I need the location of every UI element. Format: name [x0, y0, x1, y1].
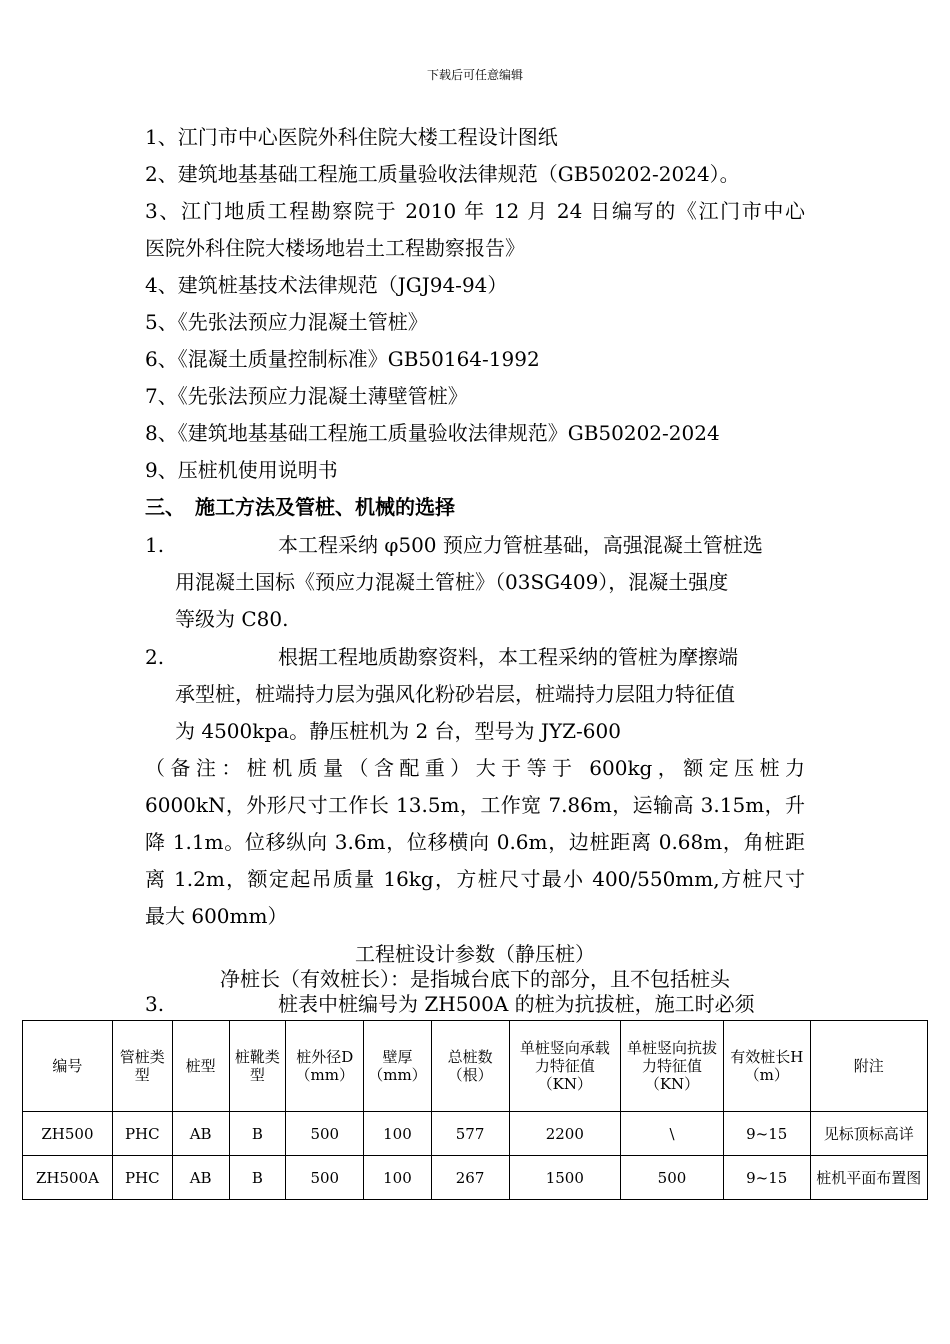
section-heading: 三、 施工方法及管桩、机械的选择 — [145, 495, 455, 519]
reference-item-3-cont: 医院外科住院大楼场地岩土工程勘察报告》 — [145, 236, 525, 260]
table-cell: 500 — [286, 1156, 364, 1200]
table-cell: PHC — [112, 1112, 172, 1156]
header-cell: 总桩数（根） — [431, 1021, 509, 1112]
table-cell: ZH500A — [23, 1156, 113, 1200]
item-3-number: 3. — [145, 992, 165, 1016]
table-cell: 267 — [431, 1156, 509, 1200]
table-cell: 577 — [431, 1112, 509, 1156]
reference-item-3: 3、江门地质工程勘察院于 2010 年 12 月 24 日编写的《江门市中心 — [145, 199, 805, 223]
net-length-note: 净桩长（有效桩长）：是指城台底下的部分，且不包括桩头 — [220, 967, 730, 991]
table-cell: 2200 — [509, 1112, 621, 1156]
item-2-line-1: 根据工程地质勘察资料，本工程采纳的管桩为摩擦端 — [278, 645, 738, 669]
note-line-5: 最大 600mm） — [145, 904, 288, 928]
note-line-4: 离 1.2m，额定起吊质量 16kg，方桩尺寸最小 400/550mm,方桩尺寸 — [145, 867, 805, 891]
header-cell: 桩外径D（mm） — [286, 1021, 364, 1112]
table-header-row — [23, 1021, 928, 1112]
reference-item-8: 8、《建筑地基基础工程施工质量验收法律规范》GB50202-2024 — [145, 421, 720, 445]
reference-item-4: 4、建筑桩基技术法律规范（JGJ94-94） — [145, 273, 508, 297]
table-cell: 100 — [364, 1112, 431, 1156]
table-cell: 9~15 — [723, 1112, 810, 1156]
table-row — [23, 1156, 928, 1200]
reference-item-6: 6、《混凝土质量控制标准》GB50164-1992 — [145, 347, 540, 371]
item-1-line-2: 用混凝土国标《预应力混凝土管桩》（03SG409），混凝土强度 — [175, 570, 729, 594]
table-cell: 1500 — [509, 1156, 621, 1200]
note-line-1: （备注：桩机质量（含配重）大于等于 600kg，额定压桩力 — [145, 756, 805, 780]
page-header: 下载后可任意编辑 — [426, 68, 523, 82]
table-cell: B — [229, 1112, 286, 1156]
item-2-number: 2. — [145, 645, 165, 669]
header-cell: 有效桩长H（m） — [723, 1021, 810, 1112]
header-cell: 桩靴类型 — [229, 1021, 286, 1112]
header-cell: 桩型 — [172, 1021, 229, 1112]
table-cell: 100 — [364, 1156, 431, 1200]
table-row — [23, 1112, 928, 1156]
table-cell: 见标顶标高详 — [810, 1112, 927, 1156]
table-cell: \ — [621, 1112, 724, 1156]
reference-item-7: 7、《先张法预应力混凝土薄壁管桩》 — [145, 384, 468, 408]
table-cell: 桩机平面布置图 — [810, 1156, 927, 1200]
reference-item-9: 9、压桩机使用说明书 — [145, 458, 338, 482]
item-1-number: 1. — [145, 533, 165, 557]
note-line-2: 6000kN，外形尺寸工作长 13.5m，工作宽 7.86m，运输高 3.15m，升 — [145, 793, 805, 817]
item-3-line-1: 桩表中桩编号为 ZH500A 的桩为抗拔桩，施工时必须 — [278, 992, 755, 1016]
item-1-line-3: 等级为 C80. — [175, 607, 289, 631]
header-cell: 壁厚（mm） — [364, 1021, 431, 1112]
table-cell: 500 — [621, 1156, 724, 1200]
header-cell: 编号 — [23, 1021, 113, 1112]
table-cell: 500 — [286, 1112, 364, 1156]
item-2-line-3: 为 4500kpa。静压桩机为 2 台，型号为 JYZ-600 — [175, 719, 621, 743]
item-1-line-1: 本工程采纳 φ500 预应力管桩基础，高强混凝土管桩选 — [278, 533, 763, 557]
note-line-3: 降 1.1m。位移纵向 3.6m，位移横向 0.6m，边桩距离 0.68m，角桩距 — [145, 830, 805, 854]
table-title: 工程桩设计参数（静压桩） — [355, 942, 595, 966]
header-cell: 单桩竖向抗拔力特征值（KN） — [621, 1021, 724, 1112]
table-cell: 9~15 — [723, 1156, 810, 1200]
reference-item-2: 2、建筑地基基础工程施工质量验收法律规范（GB50202-2024）。 — [145, 162, 740, 186]
item-2-line-2: 承型桩，桩端持力层为强风化粉砂岩层，桩端持力层阻力特征值 — [175, 682, 735, 706]
table-cell: PHC — [112, 1156, 172, 1200]
reference-item-1: 1、江门市中心医院外科住院大楼工程设计图纸 — [145, 125, 558, 149]
table-cell: ZH500 — [23, 1112, 113, 1156]
pile-parameter-table — [22, 1020, 928, 1200]
header-cell: 管桩类型 — [112, 1021, 172, 1112]
header-cell: 附注 — [810, 1021, 927, 1112]
header-cell: 单桩竖向承载力特征值（KN） — [509, 1021, 621, 1112]
table-cell: AB — [172, 1156, 229, 1200]
table-cell: B — [229, 1156, 286, 1200]
reference-item-5: 5、《先张法预应力混凝土管桩》 — [145, 310, 428, 334]
table-cell: AB — [172, 1112, 229, 1156]
